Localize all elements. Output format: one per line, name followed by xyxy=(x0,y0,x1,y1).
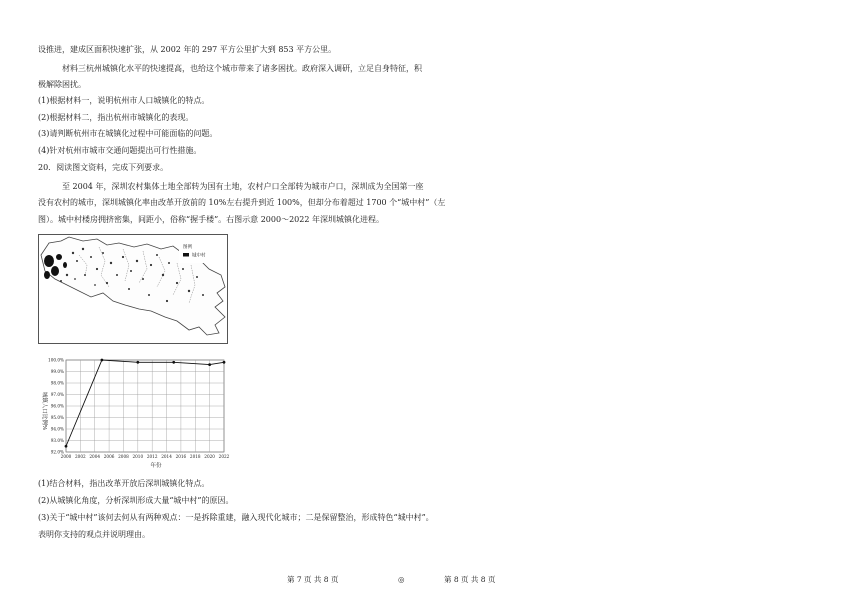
text-line-3: 极解除困扰。 xyxy=(38,80,86,89)
chart-x-tick-label: 2010 xyxy=(132,454,144,459)
chart-x-tick-label: 2004 xyxy=(89,454,101,459)
page-number-left: 第 7 页 共 8 页 xyxy=(287,575,339,584)
page-separator-icon: ◎ xyxy=(398,575,405,584)
chart-data-point xyxy=(172,361,175,364)
chart-svg xyxy=(38,354,238,470)
chart-y-tick-label: 97.0% xyxy=(50,392,64,397)
chart-x-tick-label: 2000 xyxy=(60,454,72,459)
chart-x-axis-label: 年份 xyxy=(150,463,162,469)
chart-x-tick-label: 2016 xyxy=(175,454,187,459)
shenzhen-map xyxy=(38,234,228,344)
chart-y-tick-label: 94.0% xyxy=(50,426,64,432)
chart-y-tick-label: 92.0% xyxy=(50,449,64,455)
urbanization-chart xyxy=(38,354,238,470)
map-drawing xyxy=(39,235,227,343)
chart-x-tick-label: 2020 xyxy=(204,454,215,459)
text-line-2: 材料三杭州城镇化水平的快速提高，也给这个城市带来了诸多困扰。政府深入调研，立足自身特征，积 xyxy=(62,64,422,73)
map-legend-label: 城中村 xyxy=(192,253,206,259)
question-b-3: (3)关于“城中村”该何去何从有两种观点：一是拆除重建，融入现代化城市；二是保留整治，形成特色“城中村”。 xyxy=(38,513,434,522)
question-b-3-cont: 表明你支持的观点并说明理由。 xyxy=(38,530,150,539)
chart-data-point xyxy=(223,361,226,364)
chart-y-tick-label: 95.0% xyxy=(50,415,64,420)
chart-y-tick-label: 100.0% xyxy=(48,357,64,363)
chart-y-tick-label: 98.0% xyxy=(50,380,64,386)
text-line-10: 没有农村的城市，深圳城镇化率由改革开放前的 10%左右提升到近 100%，但却分布着超过 1700 个“城中村”（左 xyxy=(38,198,446,207)
chart-data-point xyxy=(208,363,211,366)
chart-data-point xyxy=(136,361,139,364)
chart-y-tick-label: 96.0% xyxy=(50,403,64,409)
page-number-right: 第 8 页 共 8 页 xyxy=(444,575,496,584)
chart-x-tick-label: 2006 xyxy=(103,454,115,459)
chart-x-tick-label: 2002 xyxy=(75,454,86,459)
chart-y-axis-label: 城镇人口比例% xyxy=(41,391,47,431)
question-a-4: (4)针对杭州市城市交通问题提出可行性措施。 xyxy=(38,146,202,155)
text-line-1: 设推进，建成区面积快速扩张，从 2002 年的 297 平方公里扩大到 853 平方公里。 xyxy=(38,45,337,54)
text-line-11: 图）。城中村楼房拥挤密集，间距小，俗称“握手楼”。右图示意 2000～2022 年深圳城镇化进程。 xyxy=(38,215,384,224)
question-b-1: (1)结合材料，指出改革开放后深圳城镇化特点。 xyxy=(38,479,210,488)
chart-series-line xyxy=(66,360,224,446)
chart-data-point xyxy=(65,445,68,448)
chart-y-tick-label: 93.0% xyxy=(50,438,64,443)
chart-x-tick-label: 2008 xyxy=(118,454,129,459)
text-line-9: 至 2004 年，深圳农村集体土地全部转为国有土地，农村户口全部转为城市户口，深圳成为全国第一座 xyxy=(62,182,424,191)
question-a-3: (3)请判断杭州市在城镇化过程中可能面临的问题。 xyxy=(38,129,218,138)
chart-y-tick-label: 99.0% xyxy=(50,369,64,374)
map-legend-swatch xyxy=(183,253,189,257)
chart-data-point xyxy=(101,359,104,362)
question-b-2: (2)从城镇化角度，分析深圳形成大量“城中村”的原因。 xyxy=(38,496,234,505)
chart-x-tick-label: 2018 xyxy=(189,454,201,459)
chart-x-tick-label: 2014 xyxy=(161,454,172,459)
chart-x-tick-label: 2022 xyxy=(218,454,230,459)
question-a-1: (1)根据材料一，说明杭州市人口城镇化的特点。 xyxy=(38,96,210,105)
chart-x-tick-label: 2012 xyxy=(146,454,158,459)
map-legend-title: 图例 xyxy=(183,245,192,250)
question-a-2: (2)根据材料二，指出杭州市城镇化的表现。 xyxy=(38,113,194,122)
question-20-heading: 20．阅读图文资料，完成下列要求。 xyxy=(38,163,169,172)
